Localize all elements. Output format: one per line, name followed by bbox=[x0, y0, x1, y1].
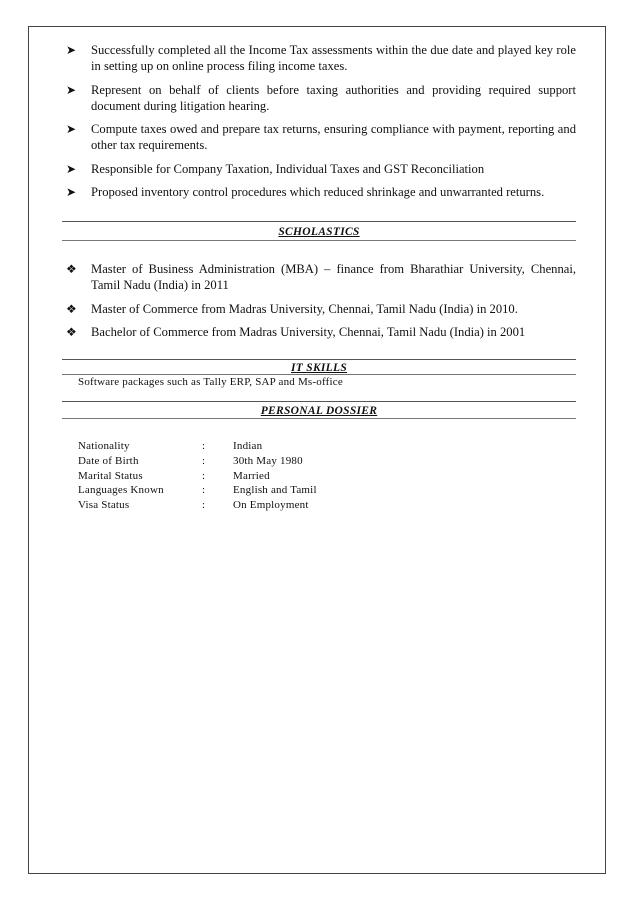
dossier-value: Indian bbox=[233, 440, 263, 452]
list-item: ➤ Proposed inventory control procedures which reduced shrinkage and unwarranted returns. bbox=[66, 185, 545, 199]
section-divider bbox=[62, 240, 576, 241]
arrow-bullet-icon: ➤ bbox=[66, 185, 77, 199]
dossier-separator: : bbox=[202, 469, 206, 482]
arrow-bullet-icon: ➤ bbox=[66, 122, 77, 136]
it-skills-section bbox=[62, 359, 576, 389]
diamond-bullet-icon: ❖ bbox=[66, 301, 77, 316]
scholastics-list bbox=[62, 261, 576, 340]
list-item: ➤ Responsible for Company Taxation, Individual Taxes and GST Reconciliation bbox=[66, 161, 485, 176]
dossier-value: Married bbox=[233, 469, 270, 482]
section-heading: SCHOLASTICS bbox=[278, 226, 360, 238]
arrow-bullet-icon: ➤ bbox=[66, 82, 77, 97]
dossier-label: Nationality bbox=[78, 440, 130, 452]
dossier-row bbox=[78, 469, 576, 484]
resume-page-content bbox=[62, 42, 576, 513]
scholastics-section bbox=[62, 221, 576, 340]
experience-bullet-list bbox=[62, 42, 576, 200]
dossier-row bbox=[78, 439, 576, 454]
personal-dossier-section bbox=[62, 401, 576, 513]
list-item: ❖ Bachelor of Commerce from Madras University, Chennai, Tamil Nadu (India) in 2001 bbox=[66, 325, 526, 339]
dossier-table bbox=[62, 439, 576, 513]
section-heading: IT SKILLS bbox=[290, 362, 348, 374]
diamond-bullet-icon: ❖ bbox=[66, 262, 77, 276]
list-item: ➤ Compute taxes owed and prepare tax returns, ensuring compliance with payment, reporting and other tax requirements. bbox=[66, 122, 576, 152]
dossier-value: 30th May 1980 bbox=[233, 454, 303, 467]
section-divider bbox=[62, 418, 576, 419]
dossier-label: Marital Status bbox=[78, 469, 143, 482]
dossier-label: Date of Birth bbox=[78, 454, 139, 467]
dossier-separator: : bbox=[202, 454, 206, 467]
dossier-row bbox=[78, 498, 576, 513]
dossier-value: On Employment bbox=[233, 499, 309, 512]
dossier-separator: : bbox=[202, 484, 206, 497]
dossier-separator: : bbox=[202, 440, 206, 452]
dossier-row bbox=[78, 454, 576, 469]
arrow-bullet-icon: ➤ bbox=[66, 161, 77, 176]
dossier-row bbox=[78, 483, 576, 498]
dossier-label: Visa Status bbox=[78, 499, 130, 512]
list-item: ❖ Master of Business Administration (MBA) – finance from Bharathiar University, Chennai, Tamil Nadu (India) in 2011 bbox=[66, 262, 576, 292]
dossier-value: English and Tamil bbox=[233, 484, 317, 497]
dossier-separator: : bbox=[202, 499, 206, 512]
it-skills-text: Software packages such as Tally ERP, SAP and Ms-office bbox=[78, 376, 343, 388]
diamond-bullet-icon: ❖ bbox=[66, 325, 77, 339]
dossier-label: Languages Known bbox=[78, 484, 164, 497]
arrow-bullet-icon: ➤ bbox=[66, 43, 77, 57]
list-item: ➤ Successfully completed all the Income Tax assessments within the due date and played key role in setting up on online process filing income taxes. bbox=[66, 43, 576, 73]
list-item: ➤ Represent on behalf of clients before taxing authorities and providing required support document during litigation hearing. bbox=[66, 82, 576, 113]
list-item: ❖ Master of Commerce from Madras University, Chennai, Tamil Nadu (India) in 2010. bbox=[66, 301, 518, 316]
section-heading: PERSONAL DOSSIER bbox=[260, 405, 378, 417]
